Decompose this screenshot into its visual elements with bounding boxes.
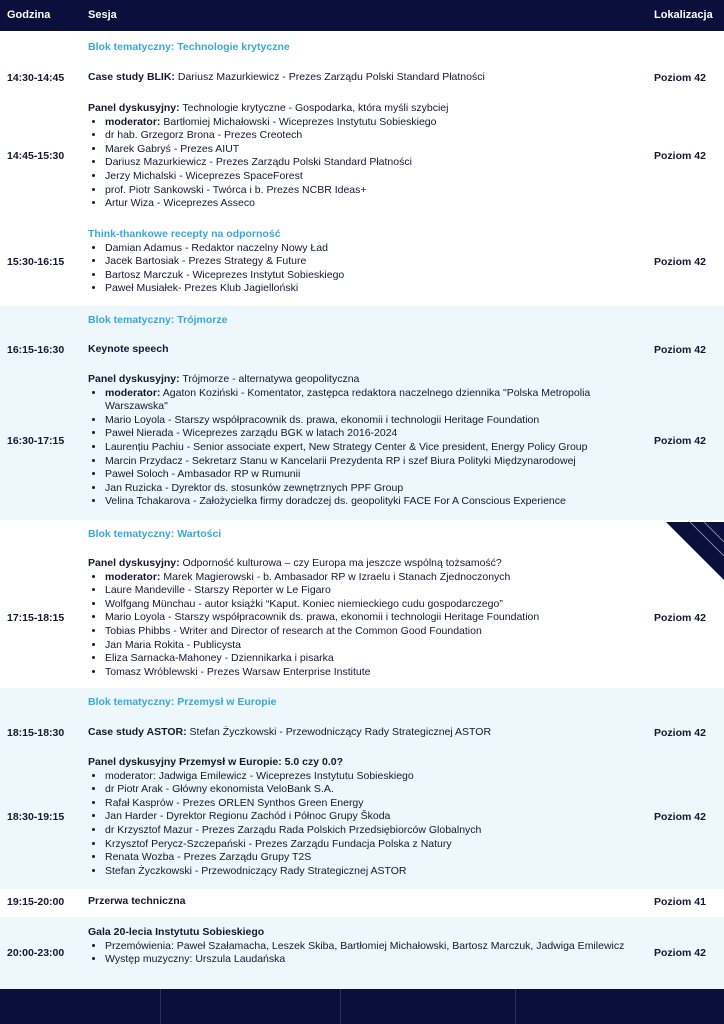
speaker-list [88, 770, 640, 879]
speaker-item: • moderator: Agaton Koziński - Komentator, zastępca redaktora naczelnego dziennika "Polska Metropolia Warszawska" [105, 387, 640, 414]
column-header-time: Godzina [7, 9, 51, 21]
speaker-item: • Marek Gabryś - Prezes AIUT [105, 143, 640, 157]
block-title: Blok tematyczny: Przemysł w Europie [88, 696, 277, 708]
speaker-item: • dr Piotr Arak - Główny ekonomista VeloBank S.A. [105, 783, 640, 797]
session-text: Dariusz Mazurkiewicz - Prezes Zarządu Polski Standard Płatności [174, 71, 485, 83]
speaker-item: • Renata Wozba - Prezes Zarządu Grupy T2S [105, 851, 640, 865]
speaker-item: • Mario Loyola - Starszy współpracownik ds. prawa, ekonomii i technologii Heritage Foundation [105, 611, 640, 625]
session-text: Odporność kulturowa – czy Europa ma jeszcze wspólną tożsamość? [179, 557, 502, 569]
session-type: Case study BLIK: [88, 71, 175, 83]
speaker-item: • prof. Piotr Sankowski - Twórca i b. Prezes NCBR Ideas+ [105, 184, 640, 198]
session-location: Poziom 42 [654, 612, 706, 624]
speaker-list [88, 242, 640, 296]
footer-bar [0, 989, 724, 1024]
session-description [88, 756, 640, 878]
footer-divider [340, 989, 341, 1024]
session-location: Poziom 41 [654, 896, 706, 908]
session-location: Poziom 42 [654, 150, 706, 162]
session-type: Keynote speech [88, 343, 169, 355]
session-time: 18:30-19:15 [7, 811, 65, 823]
column-header-location: Lokalizacja [654, 9, 713, 21]
speaker-list [88, 116, 640, 211]
speaker-item: • Mario Loyola - Starszy współpracownik ds. prawa, ekonomii i technologii Heritage Foundation [105, 414, 640, 428]
speaker-list [88, 387, 640, 509]
session-type: Panel dyskusyjny: [88, 373, 180, 385]
session-time: 19:15-20:00 [7, 896, 65, 908]
speaker-item: • Występ muzyczny: Urszula Laudańska [105, 953, 640, 967]
session-time: 16:15-16:30 [7, 344, 65, 356]
session-time: 14:45-15:30 [7, 150, 65, 162]
speaker-item: • Jerzy Michalski - Wiceprezes SpaceForest [105, 170, 640, 184]
speaker-item: • Paweł Soloch - Ambasador RP w Rumunii [105, 468, 640, 482]
speaker-item: • moderator: Marek Magierowski - b. Ambasador RP w Izraelu i Stanach Zjednoczonych [105, 571, 640, 585]
footer-divider [515, 989, 516, 1024]
speaker-item: • Laure Mandeville - Starszy Reporter w Le Figaro [105, 584, 640, 598]
speaker-item: • dr hab. Grzegorz Brona - Prezes Creotech [105, 129, 640, 143]
speaker-item: • Marcin Przydacz - Sekretarz Stanu w Kancelarii Prezydenta RP i szef Biura Polityki Międzynarodowej [105, 455, 640, 469]
session-text: Trójmorze - alternatywa geopolityczna [179, 373, 360, 385]
session-description [88, 228, 640, 296]
column-header-session: Sesja [88, 9, 117, 21]
speaker-item: • Wolfgang Münchau - autor książki “Kaput. Koniec niemieckiego cudu gospodarczego” [105, 598, 640, 612]
session-time: 18:15-18:30 [7, 727, 65, 739]
speaker-item: • Dariusz Mazurkiewicz - Prezes Zarządu Polski Standard Płatności [105, 156, 640, 170]
session-type: Panel dyskusyjny: [88, 102, 180, 114]
speaker-item: • Tobias Phibbs - Writer and Director of research at the Common Good Foundation [105, 625, 640, 639]
session-type: Przerwa techniczna [88, 895, 186, 907]
speaker-item: • Paweł Nierada - Wiceprezes zarządu BGK w latach 2016-2024 [105, 427, 640, 441]
session-type: Panel dyskusyjny Przemysł w Europie: 5.0 czy 0.0? [88, 756, 344, 768]
speaker-item: • Paweł Musiałek- Prezes Klub Jagielloński [105, 282, 640, 296]
session-location: Poziom 42 [654, 72, 706, 84]
session-description [88, 102, 640, 211]
speaker-item: • moderator: Bartłomiej Michałowski - Wiceprezes Instytutu Sobieskiego [105, 116, 640, 130]
speaker-item: • Przemówienia: Paweł Szałamacha, Leszek Skiba, Bartłomiej Michałowski, Bartosz Marczuk, Jadwiga Emilewicz [105, 940, 640, 954]
speaker-item: • Damian Adamus - Redaktor naczelny Nowy Ład [105, 242, 640, 256]
session-description [88, 373, 640, 509]
session-type: Panel dyskusyjny: [88, 557, 180, 569]
session-description [88, 926, 640, 967]
session-description [88, 726, 640, 740]
speaker-item: • Jan Ruzicka - Dyrektor ds. stosunków zewnętrznych PPF Group [105, 482, 640, 496]
speaker-item: • Stefan Życzkowski - Przewodniczący Rady Strategicznej ASTOR [105, 865, 640, 879]
session-title: Think-thankowe recepty na odporność [88, 228, 281, 240]
speaker-item: • Rafał Kasprów - Prezes ORLEN Synthos Green Energy [105, 797, 640, 811]
session-location: Poziom 42 [654, 344, 706, 356]
speaker-item: • Krzysztof Perycz-Szczepański - Prezes Zarządu Fundacja Polska z Natury [105, 838, 640, 852]
speaker-item: • Laurențiu Pachiu - Senior associate expert, New Strategy Center & Vice president, Energy Policy Group [105, 441, 640, 455]
corner-stripe-decoration [666, 522, 724, 580]
session-description [88, 557, 640, 679]
session-location: Poziom 42 [654, 435, 706, 447]
speaker-list [88, 940, 640, 967]
session-time: 16:30-17:15 [7, 435, 65, 447]
speaker-item: • Velina Tchakarova - Założycielka firmy doradczej ds. geopolityki FACE For A Conscious Experience [105, 495, 640, 509]
session-location: Poziom 42 [654, 811, 706, 823]
session-location: Poziom 42 [654, 727, 706, 739]
speaker-list [88, 571, 640, 680]
session-type: Gala 20-lecia Instytutu Sobieskiego [88, 926, 265, 938]
session-time: 14:30-14:45 [7, 72, 65, 84]
speaker-item: • dr Krzysztof Mazur - Prezes Zarządu Rada Polskich Przedsiębiorców Globalnych [105, 824, 640, 838]
block-title: Blok tematyczny: Wartości [88, 528, 222, 540]
session-time: 17:15-18:15 [7, 612, 65, 624]
speaker-item: • Eliza Sarnacka-Mahoney - Dziennikarka i pisarka [105, 652, 640, 666]
session-text: Technologie krytyczne - Gospodarka, która myśli szybciej [179, 102, 449, 114]
speaker-item: • Tomasz Wróblewski - Prezes Warsaw Enterprise Institute [105, 666, 640, 680]
session-location: Poziom 42 [654, 947, 706, 959]
speaker-item: • Jan Maria Rokita - Publicysta [105, 639, 640, 653]
block-title: Blok tematyczny: Technologie krytyczne [88, 41, 290, 53]
speaker-item: • Bartosz Marczuk - Wiceprezes Instytut Sobieskiego [105, 269, 640, 283]
session-text: Stefan Życzkowski - Przewodniczący Rady Strategicznej ASTOR [186, 726, 492, 738]
session-description [88, 343, 640, 357]
table-header [0, 0, 724, 31]
session-time: 20:00-23:00 [7, 947, 65, 959]
session-description [88, 895, 640, 909]
speaker-item: • moderator: Jadwiga Emilewicz - Wiceprezes Instytutu Sobieskiego [105, 770, 640, 784]
session-time: 15:30-16:15 [7, 256, 65, 268]
block-title: Blok tematyczny: Trójmorze [88, 314, 228, 326]
speaker-item: • Jacek Bartosiak - Prezes Strategy & Future [105, 255, 640, 269]
session-location: Poziom 42 [654, 256, 706, 268]
footer-divider [160, 989, 161, 1024]
session-description [88, 71, 640, 85]
session-type: Case study ASTOR: [88, 726, 187, 738]
speaker-item: • Jan Harder - Dyrektor Regionu Zachód i Północ Grupy Škoda [105, 810, 640, 824]
speaker-item: • Artur Wiza - Wiceprezes Asseco [105, 197, 640, 211]
